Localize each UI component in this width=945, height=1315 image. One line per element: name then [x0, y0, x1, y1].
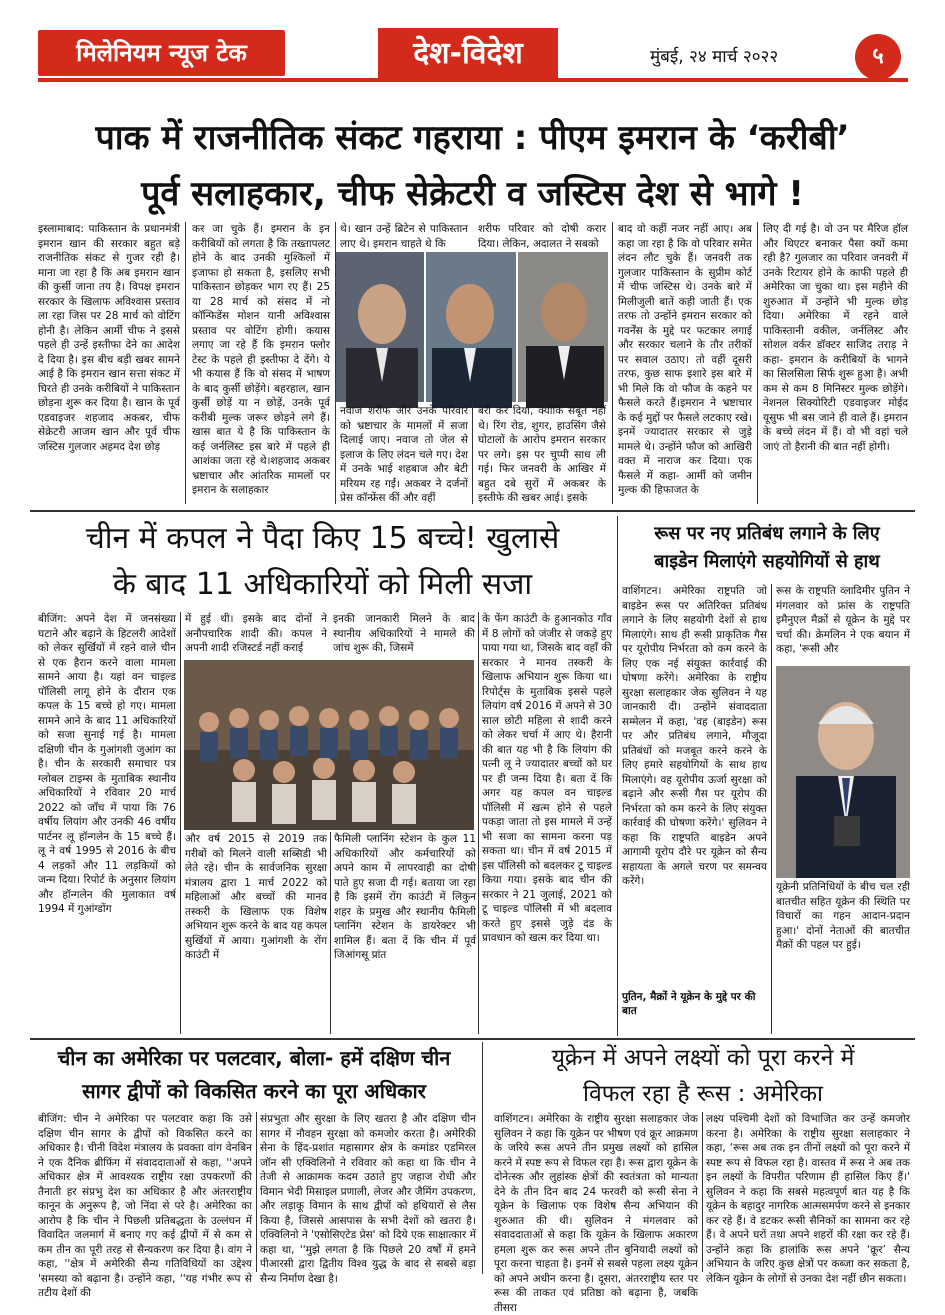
portrait-illustration-1 [336, 252, 424, 402]
russia-sanctions-headline-line2: बाइडेन मिलाएंगे सहयोगियों से हाथ [654, 551, 880, 572]
lead-col-3-bottom: नवाज शरीफ और उनके परिवार को भ्रष्टाचार के मामलों में सजा दिलाई जाए। नवाज तो जेल से इलाज के लिए लंदन चले गए। देश में उनके भाई शहबाज और बेटी मरियम रह गईं। अकबर ने दर्जनों प्रेस कॉन्फ्रेंस कीं और वहीं [340, 405, 468, 504]
portrait-illustration-2 [426, 252, 516, 402]
brand-name: मिलेनियम न्यूज टेक [38, 30, 285, 76]
ukraine-col-1: वाशिंगटन। अमेरिका के राष्ट्रीय सुरक्षा सलाहकार जेक सुलिवन ने कहा कि यूक्रेन पर भीषण एवं क्रूर आक्रमण के जरिये रूस अपने तीन प्रमुख लक्ष्यों को हासिल करने में स्पष्ट रूप से विफल रहा है। रूस द्वारा यूक्रेन के दोनेत्स्क और लुहांस्क क्षेत्रों की स्वतंत्रता को मान्यता देने के तीन दिन बाद 24 फरवरी को रूसी सेना ने यूक्रेन के खिलाफ एक विशेष सैन्य अभियान की शुरुआत की थी। सुलिवन ने मंगलवार को संवाददाताओं से कहा कि यूक्रेन के खिलाफ अकारण हमला शुरू कर रूस अपने तीन बुनियादी लक्ष्यों को पूरा करना चाहता है। इनमें से सबसे पहला लक्ष्य यूक्रेन को अपने अधीन करना है। दूसरा, अंतरराष्ट्रीय स्तर पर रूस की ताकत एवं प्रतिष्ठा को बढ़ाना है, जबकि तीसरा [494, 1113, 698, 1314]
column-divider [612, 222, 613, 504]
ukraine-headline-line1: यूक्रेन में अपने लक्ष्यों को पूरा करने में [551, 1045, 855, 1071]
china-couple-col-2-top: में हुई थी। इसके बाद दोनों ने अनौपचारिक शादी की। कपल ने अपनी शादी रजिस्टर्ड नहीं कराई [185, 613, 327, 654]
china-america-headline-line2: सागर द्वीपों को विकसित करने का पूरा अधिकार [82, 1079, 426, 1103]
biden-photo-illustration [776, 666, 910, 878]
china-couple-col-3-top: इनकी जानकारी मिलने के बाद स्थानीय अधिकारियों ने मामले की जांच शुरू की, जिसमें [333, 613, 475, 654]
russia-sanctions-col-2-top: रूस के राष्ट्रपति व्लादिमीर पुतिन ने मंगलवार को फ्रांस के राष्ट्रपति इमैनुएल मैक्रों से यूक्रेन के मुद्दे पर चर्चा की। क्रेमलिन ने एक बयान में कहा, 'रूसी और [776, 585, 910, 655]
china-couple-col-4: के फेंग काउंटी के हुआनकोउ गाँव में 8 लोगों को जंजीर से जकड़े हुए पाया गया था, जिसके बाद वहाँ की सरकार ने मानव तस्करी के खिलाफ अभियान शुरू किया था। रिपोर्ट्स के मुताबिक इससे पहले लियांग वर्ष 2016 में अपने से 30 साल छोटी महिला से शादी करने को लेकर चर्चा में आए थे। हैरानी की बात यह भी है कि लियांग की पत्नी लू ने ज्यादातर बच्चों को घर पर ही जन्म दिया है। बता दें कि अगर यह कपल वन चाइल्ड पॉलिसी में खत्म होने से पहले पकड़ा जाता तो इस मामले में उन्हें भी सजा का सामना करना पड़ सकता था। चीन में वर्ष 2015 में इस पॉलिसी को बदलकर टू चाइल्ड किया गया। इसके बाद चीन की सरकार ने 21 जुलाई, 2021 को टू चाइल्ड पॉलिसी में भी बदलाव करते हुए इससे जुड़े दंड के प्रावधान को खत्म कर दिया था। [482, 613, 612, 944]
column-divider [771, 584, 772, 1034]
column-divider [482, 1042, 483, 1274]
page-number-badge: ५ [855, 34, 901, 80]
ukraine-headline-line2: विफल रहा है रूस : अमेरिका [583, 1081, 823, 1107]
column-divider [185, 222, 186, 504]
lead-col-6: लिए दी गई है। वो उन पर मैरिज हॉल और थिएटर बनाकर पैसा क्यों कमा रही है? गुलजार का परिवार जनवरी में उनके रिटायर होने के काफी पहले ही अमेरिका जा चुका था। इस महीने की शुरुआत में उन्होंने भी मुल्क छोड़ दिया। अमेरिका में रहने वाले पाकिस्तानी वकील, जर्नलिस्ट और सोशल वर्कर डॉक्टर साजिद तराड़ ने कहा- इमरान के करीबियों के भागने का सिलसिला सिर्फ शुरू हुआ है। अभी कम से कम 8 मिनिस्टर मुल्क छोड़ेंगे। नेशनल सिक्योरिटी एडवाइजर मोईद यूसुफ भी बस जाने ही वाले हैं। इमरान के बच्चे लंदन में हैं। वो भी वहां चले जाएं तो हैरानी की बात नहीं होगी। [763, 223, 908, 453]
portrait-photo-3 [518, 252, 608, 402]
russia-sanctions-headline-line1: रूस पर नए प्रतिबंध लगाने के लिए [654, 523, 880, 544]
column-divider [617, 516, 618, 1036]
lead-headline-line1: पाक में राजनीतिक संकट गहराया : पीएम इमरान के ‘करीबी’ [95, 118, 850, 158]
putin-macron-subhead: पुतिन, मैक्रों ने यूक्रेन के मुद्दे पर की बात [622, 991, 756, 1017]
masthead [0, 0, 945, 100]
portrait-photo-2 [426, 252, 516, 402]
lead-col-1: इस्लामाबाद: पाकिस्तान के प्रधानमंत्री इमरान खान की सरकार बहुत बड़े राजनीतिक संकट से गुजर रही है। माना जा रहा है कि अब इमरान खान की कुर्सी जाना तय है। विपक्ष इमरान सरकार के खिलाफ अविश्वास प्रस्ताव ला रहा जिस पर 28 मार्च को वोटिंग होनी है। लेकिन आर्मी चीफ ने इससे पहले ही उन्हें इस्तीफा देने का आदेश दे दिया है। इस बीच बड़ी खबर सामने आई है कि इमरान खान सत्ता संकट में घिरते ही उनके करीबियों ने पाकिस्तान छोड़ना शुरू कर दिया है। खान के पूर्व एडवाइजर शहजाद अकबर, चीफ सेक्रेटरी आजम खान और पूर्व चीफ जस्टिस गुलजार अहमद देश छोड़ [38, 223, 180, 453]
column-divider [256, 1112, 257, 1272]
china-couple-col-3-bottom: फैमिली प्लानिंग स्टेशन के कुल 11 अधिकारियों और कर्मचारियों को अपने काम में लापरवाही का दोषी पाते हुए सजा दी गई। बताया जा रहा है कि इसमें रोंग काउंटी में लिकुन शहर के प्रमुख और स्थानीय फैमिली प्लानिंग स्टेशन के डायरेक्टर भी शामिल हैं। बता दें कि चीन में पूर्व जिआंगसू प्रांत [334, 833, 476, 961]
china-america-col-2: संप्रभुता और सुरक्षा के लिए खतरा है और दक्षिण चीन सागर में नौवहन सुरक्षा को कमजोर करता है। अमेरिकी सेना के हिंद-प्रशांत महासागर क्षेत्र के कमांडर एडमिरल जॉन सी एक्विलिनो ने रविवार को कहा था कि चीन ने तेजी से आक्रामक कदम उठाते हुए जहाज रोधी और विमान भेदी मिसाइल प्रणाली, लेजर और जैमिंग उपकरण, और लड़ाकू विमान के साथ द्वीपों को हथियारों से लैस किया है, जिससे आसपास के सभी देशों को खतरा है। एक्विलिनो ने 'एसोसिएटेड प्रेस' को दिये एक साक्षात्कार में कहा था, ''मुझे लगता है कि पिछले 20 वर्षों में हमने पीआरसी द्वारा द्वितीय विश्व युद्ध के बाद से सबसे बड़ा सैन्य निर्माण देखा है। [260, 1113, 476, 1285]
portrait-illustration-3 [518, 252, 608, 402]
lead-col-5: बाद वो कहीं नजर नहीं आए। अब कहा जा रहा है कि वो परिवार समेत लंदन लौट चुके हैं। जनवरी तक गुलजार पाकिस्तान के सुप्रीम कोर्ट में चीफ जस्टिस थे। उनके बारे में मिलीजुली बातें कही जाती हैं। एक तरफ तो उन्होंने इमरान सरकार को गवर्नेंस के मुद्दे पर फटकार लगाई और सरकार चलाने के तौर तरीकों पर सवाल उठाए। तो वहीं दूसरी तरफ, कुछ साफ इशारे इस बारे में भी मिले कि वो फौज के कहने पर फैसले करते हैं।इमरान ने भ्रष्टाचार के कई मुद्दों पर फैसले लटकाए रखे। इनमें ज्यादातर सरकार से जुड़े मामले थे। उन्होंने फौज को आखिरी वक्त में नाराज कर दिया। एक फैसले में कहा- आर्मी को जमीन मुल्क की हिफाजत के [618, 223, 752, 496]
column-divider [702, 1112, 703, 1272]
ukraine-col-2: लक्ष्य पश्चिमी देशों को विभाजित कर उन्हें कमजोर करना है। अमेरिका के राष्ट्रीय सुरक्षा सलाहकार ने कहा, ‘रूस अब तक इन तीनों लक्ष्यों को पूरा करने में स्पष्ट रूप से विफल रहा है। वास्तव में रूस ने अब तक इन लक्ष्यों के विपरीत परिणाम ही हासिल किए हैं।' सुलिवन ने कहा कि सबसे महत्वपूर्ण बात यह है कि यूक्रेन के बहादुर नागरिक आत्मसमर्पण करने से इनकार कर रहे हैं। वे डटकर रूसी सैनिकों का सामना कर रहे हैं। वे अपने घरों तथा अपने शहरों की रक्षा कर रहे हैं। उन्होंने कहा कि हालांकि रूस अपने ‘क्रूर’ सैन्य अभियान के जरिए कुछ क्षेत्रों पर कब्जा कर सकता है, लेकिन यूक्रेन के लोगों से उनका देश नहीं छीन सकता। [706, 1113, 910, 1285]
china-america-headline-line1: चीन का अमेरिका पर पलटवार, बोला- हमें दक्षिण चीन [57, 1046, 451, 1070]
lead-headline [20, 110, 925, 222]
russia-sanctions-col-1: वाशिंगटन। अमेरिका राष्ट्रपति जो बाइडेन रूस पर अतिरिक्त प्रतिबंध लगाने के लिए सहयोगी देशों से हाथ मिलाएंगे। साथ ही रूसी प्राकृतिक गैस पर यूरोपीय निर्भरता को कम करने के लिए एक नई संयुक्त कार्रवाई की घोषणा करेंगे। अमेरिका के राष्ट्रीय सुरक्षा सलाहकार जेक सुलिवन ने यह जानकारी दी। उन्होंने संवाददाता सम्मेलन में कहा, 'वह (बाइडेन) रूस पर और प्रतिबंध लगाने, मौजूदा प्रतिबंधों को मजबूत करने करने के लिए हमारे सहयोगियों के साथ हाथ मिलाएंगे। वह यूरोपीय ऊर्जा सुरक्षा को बढ़ाने और रूसी गैस पर यूरोप की निर्भरता को कम करने के लिए संयुक्त कार्रवाई की घोषणा करेंगे।' सुलिवन ने कहा कि राष्ट्रपति बाइडेन अपने आगामी यूरोप दौरे पर यूक्रेन को सैन्य सहायता के अगले चरण पर समन्वय करेंगे। [622, 585, 767, 887]
china-america-headline [30, 1042, 478, 1108]
china-america-col-1: बीजिंग: चीन ने अमेरिका पर पलटवार कहा कि उसे दक्षिण चीन सागर के द्वीपों को विकसित करने का अधिकार है। चीनी विदेश मंत्रालय के प्रवक्ता वांग वेनबिन ने एक दैनिक ब्रीफिंग में संवाददाताओं से कहा, ''अपने अधिकार क्षेत्र में आवश्यक राष्ट्रीय रक्षा उपकरणों की तैनाती हर संप्रभु देश का अधिकार है और अंतरराष्ट्रीय कानून के अनुरूप है, जो निंदा से परे है। अमेरिका का आरोप है कि चीन ने पिछली प्रतिबद्धता के उल्लंघन में विवादित जलमार्ग में बनाए गए कई द्वीपों में से कम से कम तीन का पूरी तरह से सैन्यकरण कर दिया है। वांग ने कहा, ''क्षेत्र में अमेरिकी सैन्य गतिविधियों का उद्देश्य 'समस्या को बढ़ाना है। उन्होंने कहा, ''यह गंभीर रूप से तटीय देशों की [38, 1113, 252, 1299]
lead-col-4-top: शरीफ परिवार को दोषी करार दिया। लेकिन, अदालत ने सबको [478, 223, 606, 250]
lead-col-2: कर जा चुके हैं। इमरान के इन करीबियों को लगता है कि तख्तापलट होने के बाद उनकी मुश्किलों में इजाफा हो सकता है, इसलिए सभी पाकिस्तान छोड़कर भाग रए हैं। 25 या 28 मार्च को संसद में नो कॉन्फिडेंस मोशन यानी अविश्वास प्रस्ताव पर वोटिंग होगी। कयास लगाए जा रहे हैं कि इमरान फ्लोर टेस्ट के पहले ही इस्तीफा दे देंगे। ये भी कयास हैं कि वो संसद में भाषण के बाद कुर्सी छोड़ेंगे। बहरहाल, खान कुर्सी छोड़ें या न छोड़ें, उनके पूर्व करीबी मुल्क जरूर छोड़ने लगे हैं। खास बात ये है कि पाकिस्तान के कई जर्नलिस्ट इस बारे में पहले ही आशंका जता रहे थे।शहजाद अकबर भ्रष्टाचार और आंतरिक मामलों पर इमरान के सलाहकार [192, 223, 330, 496]
masthead-rule [38, 78, 908, 82]
china-couple-col-1: बीजिंग: अपने देश में जनसंख्या घटाने और बढ़ाने के हिटलरी आदेशों को लेकर सुर्खियों में रहने वाले चीन से एक हैरान करने वाला मामला सामने आया है। यहां वन चाइल्ड पॉलिसी लागू होने के दौरान एक कपल के 15 बच्चे हो गए। मामला सामने आने के बाद 11 अधिकारियों को सजा सुनाई गई है। मामला दक्षिणी चीन के गुआंगशी जुआंग का है। चीन के सरकारी समाचार पत्र ग्लोबल टाइम्स के मुताबिक स्थानीय अधिकारियों ने रविवार 20 मार्च 2022 को जाँच में पाया कि 76 वर्षीय लियांग और उनकी 46 वर्षीय पार्टनर लू हॉन्गलेन के 15 बच्चे हैं। लू ने वर्ष 1995 से 2016 के बीच 4 लड़कों और 11 लड़कियों को जन्म दिया। रिपोर्ट के अनुसार लियांग और हॉन्गलेन की मुलाकात वर्ष 1994 में गुआंग्डोंग [38, 613, 176, 915]
china-couple-headline-line1: चीन में कपल ने पैदा किए 15 बच्चे! खुलासे [85, 521, 560, 556]
lead-col-3-top: थे। खान उन्हें ब्रिटेन से पाकिस्तान लाए थे। इमरान चाहते थे कि [340, 223, 468, 250]
column-divider [330, 832, 331, 1034]
column-divider [757, 222, 758, 504]
china-couple-headline-line2: के बाद 11 अधिकारियों को मिली सजा [112, 567, 533, 602]
portrait-photo-1 [336, 252, 424, 402]
russia-sanctions-headline [622, 520, 912, 576]
lead-col-4-bottom: बरी कर दिया, क्योंकि सबूत नहीं थे। रिंग रोड, शुगर, हाउसिंग जैसे घोटालों के आरोप इमरान सरकार पर लगे। इस पर चुप्पी साध ली गई। फिर जनवरी के आखिर में बहुत दबे सुरों में अकबर के इस्तीफे की खबर आई। इसके [478, 405, 606, 504]
column-divider [472, 404, 473, 504]
china-couple-col-2-bottom: और वर्ष 2015 से 2019 तक गरीबों को मिलने वाली सब्सिडी भी लेते रहे। चीन के सार्वजनिक सुरक्षा मंत्रालय द्वारा 1 मार्च 2022 को महिलाओं और बच्चों की मानव तस्करी के खिलाफ एक विशेष अभियान शुरू करने के बाद यह कपल सुर्खियों में आया। गुआंगशी के रोंग काउंटी में [185, 833, 327, 961]
section-title: देश-विदेश [378, 28, 558, 80]
column-divider [180, 612, 181, 1034]
lead-headline-line2: पूर्व सलाहकार, चीफ सेक्रेटरी व जस्टिस देश से भागे ! [141, 174, 804, 214]
section-divider [30, 510, 915, 512]
family-photo-illustration [184, 660, 474, 830]
russia-sanctions-col-2-bottom: यूक्रेनी प्रतिनिधियों के बीच चल रही बातचीत सहित यूक्रेन की स्थिति पर विचारों का गहन आदान-प्रदान हुआ।' दोनों नेताओं की बातचीत मैक्रों की पहल पर हुई। [776, 881, 910, 951]
biden-photo [776, 666, 910, 878]
china-couple-headline [30, 516, 615, 608]
column-divider [478, 612, 479, 1034]
ukraine-headline [488, 1040, 918, 1112]
family-photo [184, 660, 474, 830]
dateline: मुंबई, २४ मार्च २०२२ [650, 47, 779, 67]
